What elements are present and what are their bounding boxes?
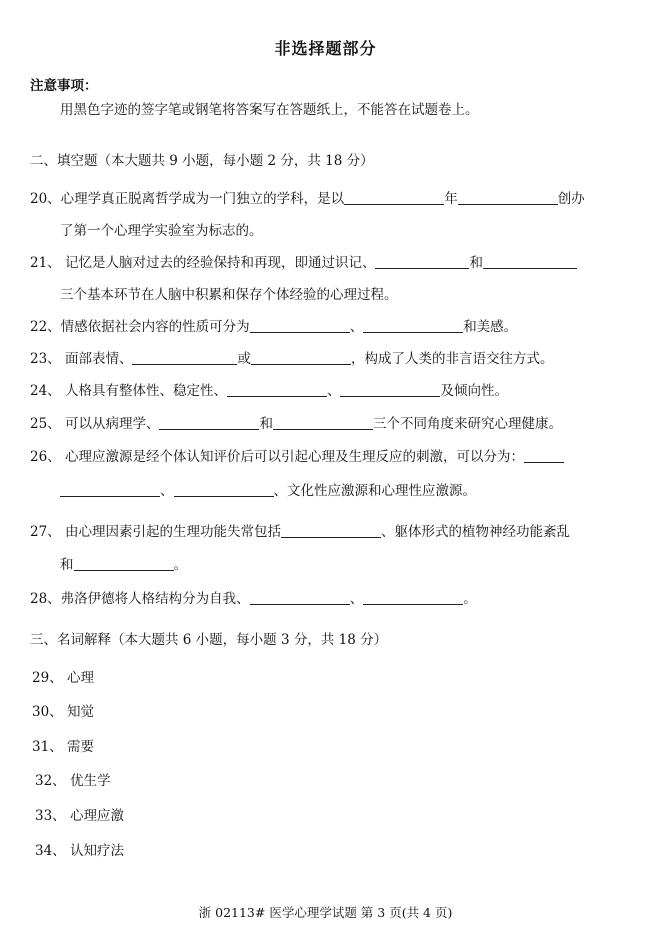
term-33: 33、 心理应激 xyxy=(35,808,124,824)
q24-blank-1 xyxy=(227,382,327,397)
q27-text-d: 。 xyxy=(173,557,187,573)
question-21 xyxy=(30,253,577,273)
q21-blank-1 xyxy=(375,254,469,269)
q24-text-c: 及倾向性。 xyxy=(440,383,508,399)
section2-heading: 二、填空题（本大题共 9 小题，每小题 2 分，共 18 分） xyxy=(30,153,374,169)
q21-text-c: 三个基本环节在人脑中积累和保存个体经验的心理过程。 xyxy=(60,287,398,303)
q21-blank-2 xyxy=(483,254,577,269)
q23-text-c: ，构成了人类的非言语交往方式。 xyxy=(350,351,554,367)
q23-blank-2 xyxy=(251,350,351,365)
q28-blank-1 xyxy=(250,590,350,605)
question-22 xyxy=(30,317,517,337)
q25-blank-2 xyxy=(273,415,373,430)
q20-text-d: 了第一个心理学实验室为标志的。 xyxy=(60,223,263,239)
q27-text-c: 和 xyxy=(60,557,74,573)
q23-blank-1 xyxy=(132,350,237,365)
notice-heading: 注意事项： xyxy=(30,78,98,94)
q27-blank-1 xyxy=(281,523,381,538)
term-29: 29、 心理 xyxy=(32,670,94,686)
question-27-cont xyxy=(60,555,187,575)
page-title: 非选择题部分 xyxy=(274,39,377,58)
q22-blank-1 xyxy=(250,318,350,333)
q21-text-b: 和 xyxy=(469,255,483,271)
q25-blank-1 xyxy=(159,415,259,430)
q20-blank-2 xyxy=(458,190,558,205)
q24-blank-2 xyxy=(340,382,440,397)
question-25 xyxy=(30,414,562,434)
q20-text-c: 创办 xyxy=(557,191,585,207)
q20-blank-1 xyxy=(344,190,444,205)
q26-text-a: 26、 心理应激源是经个体认知评价后可以引起心理及生理反应的刺激，可以分为： xyxy=(30,449,524,465)
q27-text-b: 、躯体形式的植物神经功能紊乱 xyxy=(380,524,570,540)
question-26-cont xyxy=(60,481,476,501)
q26-blank-2 xyxy=(174,482,274,497)
q22-text-a: 22、情感依据社会内容的性质可分为 xyxy=(30,319,250,335)
q25-text-a: 25、 可以从病理学、 xyxy=(30,416,160,432)
q27-blank-2 xyxy=(74,556,174,571)
q26-blank-1b xyxy=(60,482,160,497)
q20-text-b: 年 xyxy=(444,191,458,207)
question-26 xyxy=(30,447,564,467)
question-24 xyxy=(30,381,508,401)
q26-text-b: 、 xyxy=(160,483,174,499)
q28-blank-2 xyxy=(363,590,463,605)
q22-text-c: 和美感。 xyxy=(463,319,518,335)
question-27 xyxy=(30,522,570,542)
term-32: 32、 优生学 xyxy=(35,773,111,789)
q26-blank-1a xyxy=(524,448,564,463)
q23-text-a: 23、 面部表情、 xyxy=(30,351,133,367)
notice-text: 用黑色字迹的签字笔或钢笔将答案写在答题纸上，不能答在试题卷上。 xyxy=(60,102,479,118)
q23-text-b: 或 xyxy=(237,351,251,367)
question-23 xyxy=(30,349,553,369)
q27-text-a: 27、 由心理因素引起的生理功能失常包括 xyxy=(30,524,281,540)
q25-text-b: 和 xyxy=(259,416,273,432)
q22-blank-2 xyxy=(363,318,463,333)
q28-text-b: 、 xyxy=(349,591,364,607)
q28-text-a: 28、弗洛伊德将人格结构分为自我、 xyxy=(30,591,250,607)
page-footer: 浙 02113# 医学心理学试题 第 3 页(共 4 页) xyxy=(198,905,453,920)
q24-text-a: 24、 人格具有整体性、稳定性、 xyxy=(30,383,227,399)
term-31: 31、 需要 xyxy=(32,739,94,755)
q25-text-c: 三个不同角度来研究心理健康。 xyxy=(372,416,562,432)
term-30: 30、 知觉 xyxy=(32,704,94,720)
q28-text-c: 。 xyxy=(463,591,477,607)
term-34: 34、 认知疗法 xyxy=(35,843,124,859)
q26-text-c: 、文化性应激源和心理性应激源。 xyxy=(273,483,476,499)
question-28 xyxy=(30,589,477,609)
q20-text-a: 20、心理学真正脱离哲学成为一门独立的学科，是以 xyxy=(30,191,345,207)
q21-text-a: 21、 记忆是人脑对过去的经验保持和再现，即通过识记、 xyxy=(30,255,376,271)
q24-text-b: 、 xyxy=(326,383,341,399)
question-20 xyxy=(30,189,585,209)
q22-text-b: 、 xyxy=(349,319,364,335)
section3-heading: 三、名词解释（本大题共 6 小题，每小题 3 分，共 18 分） xyxy=(30,632,388,648)
